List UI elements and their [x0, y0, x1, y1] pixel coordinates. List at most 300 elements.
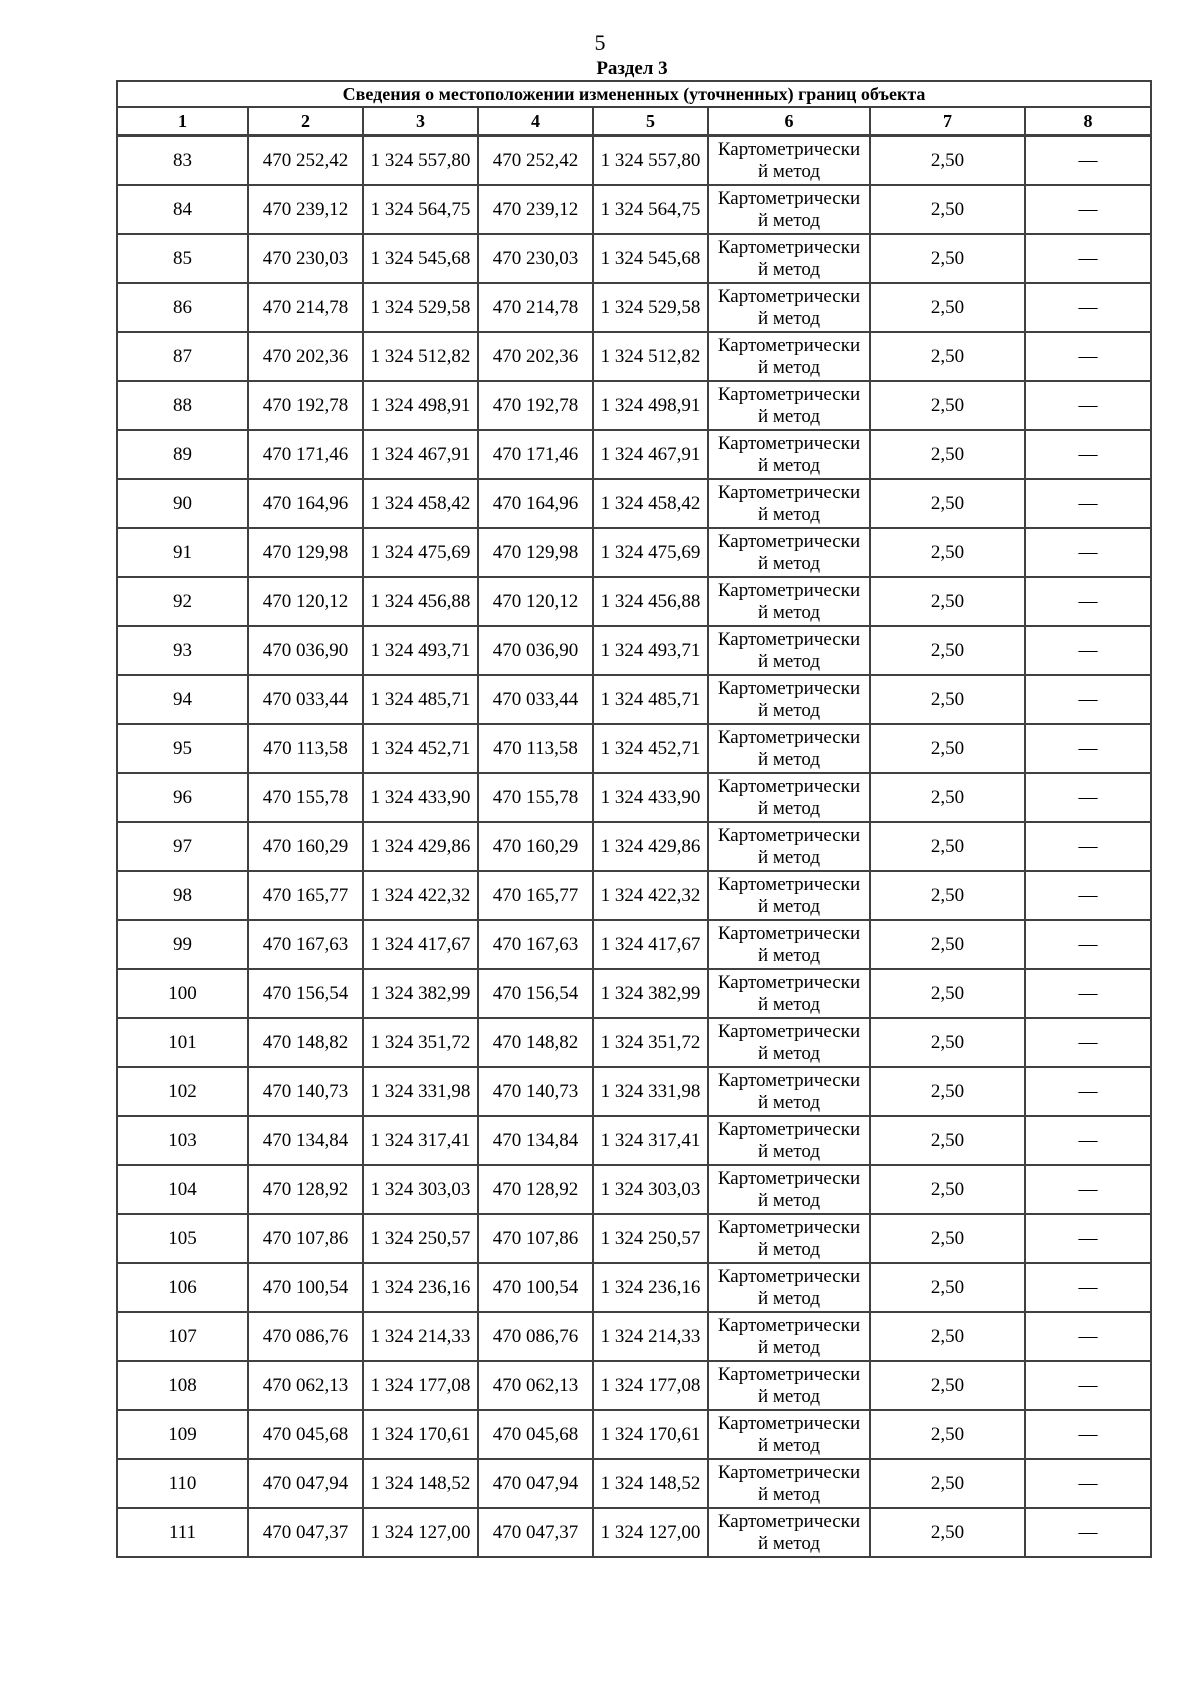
method-text: Картометрически	[717, 1167, 861, 1189]
x-refined-cell: 470 155,78	[478, 773, 593, 822]
x-existing-cell: 470 120,12	[248, 577, 363, 626]
column-number: 1	[117, 107, 248, 136]
y-existing-cell: 1 324 382,99	[363, 969, 478, 1018]
method-cell	[708, 430, 870, 479]
point-number-cell: 83	[117, 136, 248, 186]
y-refined-cell: 1 324 170,61	[593, 1410, 708, 1459]
method-text: й метод	[757, 1140, 821, 1162]
point-number-cell: 85	[117, 234, 248, 283]
x-existing-cell: 470 165,77	[248, 871, 363, 920]
description-cell: —	[1025, 528, 1151, 577]
point-number-cell: 107	[117, 1312, 248, 1361]
y-existing-cell: 1 324 170,61	[363, 1410, 478, 1459]
point-number-cell: 109	[117, 1410, 248, 1459]
description-cell: —	[1025, 1165, 1151, 1214]
table-row	[117, 871, 1151, 920]
point-number-cell: 101	[117, 1018, 248, 1067]
accuracy-cell: 2,50	[870, 1116, 1025, 1165]
table-row	[117, 773, 1151, 822]
column-number: 8	[1025, 107, 1151, 136]
x-existing-cell: 470 160,29	[248, 822, 363, 871]
method-text: й метод	[757, 1483, 821, 1505]
method-text: Картометрически	[717, 579, 861, 601]
x-refined-cell: 470 230,03	[478, 234, 593, 283]
table-body	[117, 81, 1151, 1557]
y-existing-cell: 1 324 331,98	[363, 1067, 478, 1116]
point-number-cell: 105	[117, 1214, 248, 1263]
y-existing-cell: 1 324 422,32	[363, 871, 478, 920]
method-text: й метод	[757, 1385, 821, 1407]
method-cell	[708, 1116, 870, 1165]
y-refined-cell: 1 324 467,91	[593, 430, 708, 479]
y-existing-cell: 1 324 452,71	[363, 724, 478, 773]
y-refined-cell: 1 324 545,68	[593, 234, 708, 283]
point-number-cell: 91	[117, 528, 248, 577]
x-refined-cell: 470 140,73	[478, 1067, 593, 1116]
x-refined-cell: 470 107,86	[478, 1214, 593, 1263]
table-row	[117, 724, 1151, 773]
x-refined-cell: 470 214,78	[478, 283, 593, 332]
method-cell	[708, 822, 870, 871]
description-cell: —	[1025, 430, 1151, 479]
y-existing-cell: 1 324 214,33	[363, 1312, 478, 1361]
description-cell: —	[1025, 1312, 1151, 1361]
method-text: й метод	[757, 1189, 821, 1211]
x-existing-cell: 470 113,58	[248, 724, 363, 773]
y-existing-cell: 1 324 458,42	[363, 479, 478, 528]
column-number: 4	[478, 107, 593, 136]
table-row	[117, 822, 1151, 871]
column-number: 7	[870, 107, 1025, 136]
x-existing-cell: 470 167,63	[248, 920, 363, 969]
method-text: Картометрически	[717, 1412, 861, 1434]
y-refined-cell: 1 324 458,42	[593, 479, 708, 528]
method-text: й метод	[757, 601, 821, 623]
method-text: й метод	[757, 846, 821, 868]
method-text: Картометрически	[717, 432, 861, 454]
table-row	[117, 1165, 1151, 1214]
table-row	[117, 920, 1151, 969]
y-refined-cell: 1 324 456,88	[593, 577, 708, 626]
method-text: й метод	[757, 797, 821, 819]
y-existing-cell: 1 324 512,82	[363, 332, 478, 381]
x-existing-cell: 470 107,86	[248, 1214, 363, 1263]
description-cell: —	[1025, 1508, 1151, 1557]
table-row	[117, 1067, 1151, 1116]
y-refined-cell: 1 324 557,80	[593, 136, 708, 186]
table-row	[117, 626, 1151, 675]
y-refined-cell: 1 324 498,91	[593, 381, 708, 430]
method-text: Картометрически	[717, 1216, 861, 1238]
x-refined-cell: 470 134,84	[478, 1116, 593, 1165]
description-cell: —	[1025, 234, 1151, 283]
y-existing-cell: 1 324 250,57	[363, 1214, 478, 1263]
table-row	[117, 430, 1151, 479]
method-text: й метод	[757, 650, 821, 672]
y-refined-cell: 1 324 417,67	[593, 920, 708, 969]
point-number-cell: 110	[117, 1459, 248, 1508]
x-refined-cell: 470 033,44	[478, 675, 593, 724]
x-existing-cell: 470 047,37	[248, 1508, 363, 1557]
y-refined-cell: 1 324 452,71	[593, 724, 708, 773]
table-row	[117, 185, 1151, 234]
y-existing-cell: 1 324 429,86	[363, 822, 478, 871]
table-row	[117, 675, 1151, 724]
method-cell	[708, 675, 870, 724]
point-number-cell: 97	[117, 822, 248, 871]
x-existing-cell: 470 252,42	[248, 136, 363, 186]
y-existing-cell: 1 324 498,91	[363, 381, 478, 430]
description-cell: —	[1025, 283, 1151, 332]
method-text: й метод	[757, 552, 821, 574]
point-number-cell: 100	[117, 969, 248, 1018]
y-refined-cell: 1 324 317,41	[593, 1116, 708, 1165]
method-text: й метод	[757, 1434, 821, 1456]
description-cell: —	[1025, 969, 1151, 1018]
y-existing-cell: 1 324 127,00	[363, 1508, 478, 1557]
y-refined-cell: 1 324 564,75	[593, 185, 708, 234]
method-text: й метод	[757, 1336, 821, 1358]
x-existing-cell: 470 214,78	[248, 283, 363, 332]
y-refined-cell: 1 324 331,98	[593, 1067, 708, 1116]
method-text: й метод	[757, 944, 821, 966]
point-number-cell: 104	[117, 1165, 248, 1214]
x-refined-cell: 470 129,98	[478, 528, 593, 577]
x-refined-cell: 470 160,29	[478, 822, 593, 871]
x-existing-cell: 470 129,98	[248, 528, 363, 577]
description-cell: —	[1025, 871, 1151, 920]
y-existing-cell: 1 324 456,88	[363, 577, 478, 626]
method-cell	[708, 528, 870, 577]
method-text: й метод	[757, 160, 821, 182]
table-row	[117, 1410, 1151, 1459]
accuracy-cell: 2,50	[870, 1312, 1025, 1361]
table-row	[117, 381, 1151, 430]
y-refined-cell: 1 324 382,99	[593, 969, 708, 1018]
x-existing-cell: 470 155,78	[248, 773, 363, 822]
description-cell: —	[1025, 1410, 1151, 1459]
accuracy-cell: 2,50	[870, 185, 1025, 234]
page-number: 5	[594, 30, 606, 55]
point-number-cell: 94	[117, 675, 248, 724]
y-refined-cell: 1 324 177,08	[593, 1361, 708, 1410]
x-refined-cell: 470 192,78	[478, 381, 593, 430]
accuracy-cell: 2,50	[870, 381, 1025, 430]
table-row	[117, 332, 1151, 381]
method-text: й метод	[757, 699, 821, 721]
x-existing-cell: 470 128,92	[248, 1165, 363, 1214]
method-text: й метод	[757, 1532, 821, 1554]
method-cell	[708, 969, 870, 1018]
method-text: й метод	[757, 454, 821, 476]
column-number: 6	[708, 107, 870, 136]
description-cell: —	[1025, 1018, 1151, 1067]
y-existing-cell: 1 324 564,75	[363, 185, 478, 234]
accuracy-cell: 2,50	[870, 871, 1025, 920]
x-existing-cell: 470 100,54	[248, 1263, 363, 1312]
x-existing-cell: 470 202,36	[248, 332, 363, 381]
method-cell	[708, 773, 870, 822]
method-text: Картометрически	[717, 383, 861, 405]
table-row	[117, 1508, 1151, 1557]
y-existing-cell: 1 324 485,71	[363, 675, 478, 724]
method-text: й метод	[757, 503, 821, 525]
accuracy-cell: 2,50	[870, 1263, 1025, 1312]
method-cell	[708, 1214, 870, 1263]
x-refined-cell: 470 148,82	[478, 1018, 593, 1067]
method-text: Картометрически	[717, 1118, 861, 1140]
table-row	[117, 577, 1151, 626]
point-number-cell: 92	[117, 577, 248, 626]
x-existing-cell: 470 230,03	[248, 234, 363, 283]
method-text: й метод	[757, 1287, 821, 1309]
method-cell	[708, 381, 870, 430]
point-number-cell: 98	[117, 871, 248, 920]
table-row	[117, 283, 1151, 332]
method-cell	[708, 1165, 870, 1214]
x-existing-cell: 470 156,54	[248, 969, 363, 1018]
x-existing-cell: 470 134,84	[248, 1116, 363, 1165]
table-row	[117, 1361, 1151, 1410]
accuracy-cell: 2,50	[870, 1018, 1025, 1067]
method-text: Картометрически	[717, 922, 861, 944]
x-refined-cell: 470 100,54	[478, 1263, 593, 1312]
y-refined-cell: 1 324 351,72	[593, 1018, 708, 1067]
method-cell	[708, 871, 870, 920]
column-number: 3	[363, 107, 478, 136]
method-text: Картометрически	[717, 334, 861, 356]
accuracy-cell: 2,50	[870, 1165, 1025, 1214]
accuracy-cell: 2,50	[870, 577, 1025, 626]
method-cell	[708, 1067, 870, 1116]
accuracy-cell: 2,50	[870, 234, 1025, 283]
method-text: Картометрически	[717, 1020, 861, 1042]
section-title: Раздел 3	[596, 58, 668, 79]
method-text: й метод	[757, 307, 821, 329]
method-text: й метод	[757, 405, 821, 427]
method-text: Картометрически	[717, 677, 861, 699]
accuracy-cell: 2,50	[870, 1410, 1025, 1459]
method-cell	[708, 626, 870, 675]
method-text: й метод	[757, 748, 821, 770]
method-text: Картометрически	[717, 1314, 861, 1336]
method-text: й метод	[757, 356, 821, 378]
boundary-coordinates-table	[116, 80, 1152, 1558]
point-number-cell: 86	[117, 283, 248, 332]
method-cell	[708, 1263, 870, 1312]
y-refined-cell: 1 324 433,90	[593, 773, 708, 822]
x-existing-cell: 470 239,12	[248, 185, 363, 234]
accuracy-cell: 2,50	[870, 136, 1025, 186]
description-cell: —	[1025, 1214, 1151, 1263]
method-text: й метод	[757, 258, 821, 280]
method-text: Картометрически	[717, 187, 861, 209]
x-refined-cell: 470 047,94	[478, 1459, 593, 1508]
y-refined-cell: 1 324 127,00	[593, 1508, 708, 1557]
x-existing-cell: 470 062,13	[248, 1361, 363, 1410]
description-cell: —	[1025, 1116, 1151, 1165]
method-text: Картометрически	[717, 1510, 861, 1532]
y-refined-cell: 1 324 475,69	[593, 528, 708, 577]
y-existing-cell: 1 324 236,16	[363, 1263, 478, 1312]
x-refined-cell: 470 086,76	[478, 1312, 593, 1361]
description-cell: —	[1025, 1067, 1151, 1116]
table-row	[117, 1116, 1151, 1165]
y-existing-cell: 1 324 493,71	[363, 626, 478, 675]
x-refined-cell: 470 164,96	[478, 479, 593, 528]
accuracy-cell: 2,50	[870, 626, 1025, 675]
y-refined-cell: 1 324 529,58	[593, 283, 708, 332]
description-cell: —	[1025, 1459, 1151, 1508]
point-number-cell: 95	[117, 724, 248, 773]
method-cell	[708, 332, 870, 381]
method-text: й метод	[757, 1042, 821, 1064]
point-number-cell: 93	[117, 626, 248, 675]
point-number-cell: 99	[117, 920, 248, 969]
table-row	[117, 1459, 1151, 1508]
point-number-cell: 96	[117, 773, 248, 822]
table-title: Сведения о местоположении измененных (уточненных) границ объекта	[117, 81, 1151, 107]
x-refined-cell: 470 045,68	[478, 1410, 593, 1459]
accuracy-cell: 2,50	[870, 969, 1025, 1018]
method-cell	[708, 185, 870, 234]
x-refined-cell: 470 156,54	[478, 969, 593, 1018]
point-number-cell: 108	[117, 1361, 248, 1410]
point-number-cell: 102	[117, 1067, 248, 1116]
description-cell: —	[1025, 136, 1151, 186]
accuracy-cell: 2,50	[870, 1214, 1025, 1263]
y-refined-cell: 1 324 493,71	[593, 626, 708, 675]
description-cell: —	[1025, 381, 1151, 430]
accuracy-cell: 2,50	[870, 332, 1025, 381]
y-existing-cell: 1 324 545,68	[363, 234, 478, 283]
y-refined-cell: 1 324 422,32	[593, 871, 708, 920]
accuracy-cell: 2,50	[870, 773, 1025, 822]
method-text: Картометрически	[717, 481, 861, 503]
x-existing-cell: 470 047,94	[248, 1459, 363, 1508]
point-number-cell: 84	[117, 185, 248, 234]
x-existing-cell: 470 086,76	[248, 1312, 363, 1361]
method-cell	[708, 1508, 870, 1557]
y-refined-cell: 1 324 236,16	[593, 1263, 708, 1312]
method-text: й метод	[757, 1238, 821, 1260]
point-number-cell: 89	[117, 430, 248, 479]
accuracy-cell: 2,50	[870, 1508, 1025, 1557]
method-cell	[708, 234, 870, 283]
y-refined-cell: 1 324 303,03	[593, 1165, 708, 1214]
x-existing-cell: 470 164,96	[248, 479, 363, 528]
accuracy-cell: 2,50	[870, 724, 1025, 773]
accuracy-cell: 2,50	[870, 528, 1025, 577]
method-text: Картометрически	[717, 775, 861, 797]
accuracy-cell: 2,50	[870, 822, 1025, 871]
accuracy-cell: 2,50	[870, 283, 1025, 332]
y-existing-cell: 1 324 433,90	[363, 773, 478, 822]
table-row	[117, 969, 1151, 1018]
x-existing-cell: 470 036,90	[248, 626, 363, 675]
method-text: й метод	[757, 895, 821, 917]
x-refined-cell: 470 128,92	[478, 1165, 593, 1214]
y-refined-cell: 1 324 148,52	[593, 1459, 708, 1508]
accuracy-cell: 2,50	[870, 1067, 1025, 1116]
table-title-row	[117, 81, 1151, 107]
y-existing-cell: 1 324 467,91	[363, 430, 478, 479]
table-row	[117, 1312, 1151, 1361]
y-existing-cell: 1 324 148,52	[363, 1459, 478, 1508]
point-number-cell: 103	[117, 1116, 248, 1165]
table-row	[117, 479, 1151, 528]
method-text: Картометрически	[717, 971, 861, 993]
x-refined-cell: 470 047,37	[478, 1508, 593, 1557]
x-existing-cell: 470 033,44	[248, 675, 363, 724]
x-refined-cell: 470 171,46	[478, 430, 593, 479]
y-refined-cell: 1 324 250,57	[593, 1214, 708, 1263]
y-existing-cell: 1 324 417,67	[363, 920, 478, 969]
table-row	[117, 1214, 1151, 1263]
description-cell: —	[1025, 577, 1151, 626]
column-number: 5	[593, 107, 708, 136]
accuracy-cell: 2,50	[870, 430, 1025, 479]
y-existing-cell: 1 324 351,72	[363, 1018, 478, 1067]
accuracy-cell: 2,50	[870, 675, 1025, 724]
x-refined-cell: 470 113,58	[478, 724, 593, 773]
x-refined-cell: 470 120,12	[478, 577, 593, 626]
method-cell	[708, 920, 870, 969]
method-text: Картометрически	[717, 285, 861, 307]
x-existing-cell: 470 148,82	[248, 1018, 363, 1067]
description-cell: —	[1025, 332, 1151, 381]
method-text: Картометрически	[717, 1363, 861, 1385]
description-cell: —	[1025, 920, 1151, 969]
method-text: Картометрически	[717, 530, 861, 552]
y-existing-cell: 1 324 557,80	[363, 136, 478, 186]
method-cell	[708, 1410, 870, 1459]
y-existing-cell: 1 324 317,41	[363, 1116, 478, 1165]
column-number: 2	[248, 107, 363, 136]
y-existing-cell: 1 324 475,69	[363, 528, 478, 577]
column-numbers-row	[117, 107, 1151, 136]
method-text: Картометрически	[717, 1265, 861, 1287]
method-cell	[708, 577, 870, 626]
y-existing-cell: 1 324 529,58	[363, 283, 478, 332]
table-row	[117, 136, 1151, 186]
point-number-cell: 88	[117, 381, 248, 430]
method-cell	[708, 1312, 870, 1361]
x-existing-cell: 470 140,73	[248, 1067, 363, 1116]
method-cell	[708, 283, 870, 332]
accuracy-cell: 2,50	[870, 1361, 1025, 1410]
x-refined-cell: 470 165,77	[478, 871, 593, 920]
description-cell: —	[1025, 479, 1151, 528]
description-cell: —	[1025, 1263, 1151, 1312]
accuracy-cell: 2,50	[870, 1459, 1025, 1508]
x-refined-cell: 470 239,12	[478, 185, 593, 234]
x-existing-cell: 470 192,78	[248, 381, 363, 430]
point-number-cell: 106	[117, 1263, 248, 1312]
accuracy-cell: 2,50	[870, 479, 1025, 528]
table-row	[117, 528, 1151, 577]
method-cell	[708, 479, 870, 528]
method-cell	[708, 136, 870, 186]
method-cell	[708, 1018, 870, 1067]
point-number-cell: 87	[117, 332, 248, 381]
method-cell	[708, 1361, 870, 1410]
y-existing-cell: 1 324 303,03	[363, 1165, 478, 1214]
table-row	[117, 234, 1151, 283]
method-text: Картометрически	[717, 628, 861, 650]
method-cell	[708, 724, 870, 773]
table-row	[117, 1263, 1151, 1312]
